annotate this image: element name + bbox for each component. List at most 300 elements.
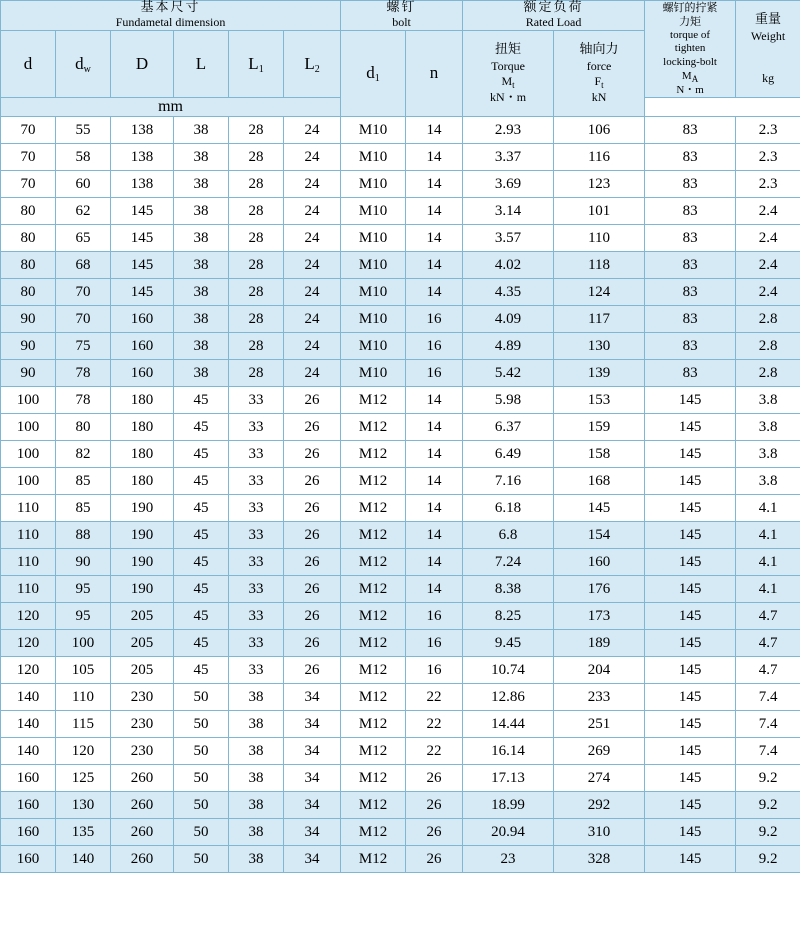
- cell-weight: 4.1: [736, 495, 800, 522]
- cell-L1: 33: [229, 414, 284, 441]
- cell-locking_torque: 145: [645, 819, 736, 846]
- cell-D: 205: [111, 603, 174, 630]
- cell-L: 45: [174, 549, 229, 576]
- cell-d: 80: [1, 225, 56, 252]
- table-row: [1, 441, 800, 468]
- cell-D: 160: [111, 306, 174, 333]
- cell-force: 118: [554, 252, 645, 279]
- cell-d1: M10: [341, 144, 406, 171]
- cell-L1: 38: [229, 711, 284, 738]
- cell-d1: M10: [341, 117, 406, 144]
- header-group-bolt-cn: 螺钉: [386, 0, 417, 15]
- cell-L1: 38: [229, 792, 284, 819]
- cell-locking_torque: 145: [645, 657, 736, 684]
- cell-n: 16: [406, 306, 463, 333]
- cell-n: 16: [406, 657, 463, 684]
- cell-d1: M12: [341, 549, 406, 576]
- table-row: [1, 603, 800, 630]
- cell-torque: 4.09: [463, 306, 554, 333]
- cell-locking_torque: 145: [645, 576, 736, 603]
- cell-torque: 5.98: [463, 387, 554, 414]
- table-row: [1, 792, 800, 819]
- cell-L1: 38: [229, 738, 284, 765]
- cell-L1: 38: [229, 846, 284, 873]
- cell-L2: 34: [284, 738, 341, 765]
- table-row: [1, 144, 800, 171]
- cell-torque: 4.89: [463, 333, 554, 360]
- cell-force: 176: [554, 576, 645, 603]
- cell-torque: 12.86: [463, 684, 554, 711]
- cell-D: 180: [111, 441, 174, 468]
- cell-force: 106: [554, 117, 645, 144]
- cell-torque: 9.45: [463, 630, 554, 657]
- cell-force: 328: [554, 846, 645, 873]
- cell-L: 38: [174, 279, 229, 306]
- cell-torque: 6.37: [463, 414, 554, 441]
- cell-n: 22: [406, 738, 463, 765]
- table-body: [1, 117, 800, 873]
- cell-force: 117: [554, 306, 645, 333]
- cell-dw: 70: [56, 279, 111, 306]
- table-row: [1, 117, 800, 144]
- table-row: [1, 495, 800, 522]
- cell-d1: M12: [341, 846, 406, 873]
- cell-d1: M10: [341, 198, 406, 225]
- cell-L: 45: [174, 468, 229, 495]
- cell-L: 45: [174, 630, 229, 657]
- cell-force: 101: [554, 198, 645, 225]
- cell-locking_torque: 145: [645, 522, 736, 549]
- cell-L1: 28: [229, 144, 284, 171]
- cell-force: 274: [554, 765, 645, 792]
- cell-d1: M10: [341, 333, 406, 360]
- cell-dw: 78: [56, 387, 111, 414]
- cell-locking_torque: 145: [645, 630, 736, 657]
- cell-dw: 58: [56, 144, 111, 171]
- cell-torque: 3.57: [463, 225, 554, 252]
- cell-L1: 33: [229, 441, 284, 468]
- cell-n: 16: [406, 333, 463, 360]
- cell-d: 100: [1, 441, 56, 468]
- cell-d: 120: [1, 657, 56, 684]
- cell-d: 120: [1, 630, 56, 657]
- cell-D: 230: [111, 684, 174, 711]
- header-locking-torque-en3: locking-bolt: [663, 56, 717, 68]
- cell-L: 38: [174, 360, 229, 387]
- cell-weight: 9.2: [736, 792, 800, 819]
- cell-d: 140: [1, 711, 56, 738]
- table-row: [1, 630, 800, 657]
- cell-force: 189: [554, 630, 645, 657]
- header-weight-unit: kg: [762, 70, 775, 85]
- cell-d: 100: [1, 468, 56, 495]
- cell-weight: 2.4: [736, 225, 800, 252]
- cell-locking_torque: 145: [645, 414, 736, 441]
- cell-D: 138: [111, 117, 174, 144]
- header-unit-mm: mm: [1, 98, 341, 117]
- cell-force: 310: [554, 819, 645, 846]
- cell-d: 160: [1, 765, 56, 792]
- table-row: [1, 549, 800, 576]
- table-row: [1, 198, 800, 225]
- cell-d: 70: [1, 117, 56, 144]
- cell-D: 190: [111, 549, 174, 576]
- cell-torque: 3.14: [463, 198, 554, 225]
- cell-L2: 34: [284, 711, 341, 738]
- table-row: [1, 360, 800, 387]
- cell-dw: 70: [56, 306, 111, 333]
- cell-torque: 4.35: [463, 279, 554, 306]
- cell-force: 110: [554, 225, 645, 252]
- cell-L: 50: [174, 684, 229, 711]
- cell-L: 45: [174, 657, 229, 684]
- cell-dw: 125: [56, 765, 111, 792]
- cell-weight: 7.4: [736, 684, 800, 711]
- table-row: [1, 819, 800, 846]
- cell-locking_torque: 145: [645, 549, 736, 576]
- cell-weight: 2.3: [736, 117, 800, 144]
- cell-torque: 8.38: [463, 576, 554, 603]
- cell-n: 22: [406, 684, 463, 711]
- cell-L2: 26: [284, 495, 341, 522]
- cell-L2: 34: [284, 819, 341, 846]
- cell-L1: 33: [229, 387, 284, 414]
- cell-locking_torque: 83: [645, 279, 736, 306]
- table-row: [1, 765, 800, 792]
- cell-dw: 80: [56, 414, 111, 441]
- cell-force: 204: [554, 657, 645, 684]
- cell-L: 38: [174, 171, 229, 198]
- cell-d1: M12: [341, 522, 406, 549]
- cell-d1: M12: [341, 657, 406, 684]
- cell-dw: 105: [56, 657, 111, 684]
- header-col-L2: $L_2$: [284, 30, 341, 98]
- cell-d1: M12: [341, 630, 406, 657]
- cell-d1: M12: [341, 765, 406, 792]
- cell-force: 233: [554, 684, 645, 711]
- cell-torque: 3.37: [463, 144, 554, 171]
- cell-n: 14: [406, 171, 463, 198]
- cell-D: 160: [111, 333, 174, 360]
- cell-torque: 6.18: [463, 495, 554, 522]
- cell-D: 138: [111, 144, 174, 171]
- header-col-force-cn: 轴向力: [579, 41, 619, 57]
- cell-L2: 24: [284, 117, 341, 144]
- cell-force: 154: [554, 522, 645, 549]
- cell-locking_torque: 145: [645, 441, 736, 468]
- cell-force: 145: [554, 495, 645, 522]
- header-col-force-unit: kN: [591, 89, 607, 104]
- cell-L2: 24: [284, 171, 341, 198]
- cell-locking_torque: 83: [645, 306, 736, 333]
- cell-dw: 135: [56, 819, 111, 846]
- cell-force: 153: [554, 387, 645, 414]
- cell-d: 110: [1, 576, 56, 603]
- cell-L1: 28: [229, 225, 284, 252]
- cell-n: 26: [406, 765, 463, 792]
- cell-n: 14: [406, 144, 463, 171]
- table-row: [1, 333, 800, 360]
- cell-force: 159: [554, 414, 645, 441]
- cell-L: 45: [174, 603, 229, 630]
- header-group-fundamental: [1, 1, 341, 31]
- cell-L2: 24: [284, 333, 341, 360]
- cell-torque: 7.24: [463, 549, 554, 576]
- cell-L1: 28: [229, 198, 284, 225]
- cell-dw: 90: [56, 549, 111, 576]
- cell-weight: 3.8: [736, 468, 800, 495]
- cell-weight: 4.7: [736, 603, 800, 630]
- cell-dw: 120: [56, 738, 111, 765]
- cell-L: 38: [174, 198, 229, 225]
- cell-d: 90: [1, 360, 56, 387]
- cell-weight: 9.2: [736, 819, 800, 846]
- header-col-d1: $d_1$: [341, 30, 406, 117]
- cell-L: 38: [174, 225, 229, 252]
- cell-n: 14: [406, 468, 463, 495]
- cell-torque: 16.14: [463, 738, 554, 765]
- cell-weight: 2.4: [736, 279, 800, 306]
- cell-L2: 24: [284, 198, 341, 225]
- cell-d1: M12: [341, 603, 406, 630]
- cell-locking_torque: 83: [645, 252, 736, 279]
- cell-dw: 130: [56, 792, 111, 819]
- cell-weight: 3.8: [736, 414, 800, 441]
- cell-D: 180: [111, 387, 174, 414]
- cell-D: 260: [111, 819, 174, 846]
- cell-L: 50: [174, 711, 229, 738]
- cell-n: 14: [406, 549, 463, 576]
- cell-L2: 26: [284, 576, 341, 603]
- cell-dw: 55: [56, 117, 111, 144]
- cell-n: 22: [406, 711, 463, 738]
- cell-locking_torque: 145: [645, 387, 736, 414]
- cell-dw: 140: [56, 846, 111, 873]
- cell-L1: 38: [229, 684, 284, 711]
- header-group-bolt: [341, 1, 463, 31]
- cell-D: 230: [111, 738, 174, 765]
- cell-n: 14: [406, 279, 463, 306]
- cell-d1: M10: [341, 279, 406, 306]
- cell-D: 190: [111, 576, 174, 603]
- cell-D: 145: [111, 225, 174, 252]
- cell-dw: 60: [56, 171, 111, 198]
- cell-weight: 2.3: [736, 171, 800, 198]
- cell-torque: 6.8: [463, 522, 554, 549]
- cell-weight: 2.4: [736, 252, 800, 279]
- cell-L: 38: [174, 117, 229, 144]
- header-col-L1: $L_1$: [229, 30, 284, 98]
- table-row: [1, 306, 800, 333]
- cell-weight: 9.2: [736, 846, 800, 873]
- cell-D: 138: [111, 171, 174, 198]
- table-row: [1, 225, 800, 252]
- cell-torque: 10.74: [463, 657, 554, 684]
- cell-d1: M12: [341, 738, 406, 765]
- cell-L: 50: [174, 819, 229, 846]
- table-row: [1, 468, 800, 495]
- cell-dw: 100: [56, 630, 111, 657]
- cell-d: 80: [1, 252, 56, 279]
- header-col-n: n: [406, 30, 463, 117]
- cell-L2: 24: [284, 144, 341, 171]
- header-col-force: [554, 30, 645, 117]
- header-col-torque-en: Torque: [491, 58, 525, 73]
- cell-weight: 3.8: [736, 387, 800, 414]
- cell-L1: 33: [229, 549, 284, 576]
- header-col-D: D: [111, 30, 174, 98]
- cell-d1: M12: [341, 441, 406, 468]
- cell-L: 38: [174, 144, 229, 171]
- table-header: [1, 1, 800, 117]
- cell-D: 145: [111, 279, 174, 306]
- table-row: [1, 387, 800, 414]
- header-group-fundamental-en: Fundametal dimension: [115, 14, 226, 29]
- cell-torque: 7.16: [463, 468, 554, 495]
- cell-L2: 26: [284, 387, 341, 414]
- table-row: [1, 684, 800, 711]
- cell-L1: 33: [229, 603, 284, 630]
- cell-dw: 85: [56, 468, 111, 495]
- cell-L1: 38: [229, 765, 284, 792]
- cell-force: 116: [554, 144, 645, 171]
- cell-torque: 5.42: [463, 360, 554, 387]
- cell-dw: 65: [56, 225, 111, 252]
- header-locking-torque-symbol: $M_A$: [681, 69, 699, 84]
- cell-L: 38: [174, 333, 229, 360]
- cell-locking_torque: 83: [645, 333, 736, 360]
- cell-d1: M12: [341, 792, 406, 819]
- cell-locking_torque: 145: [645, 495, 736, 522]
- cell-L2: 26: [284, 549, 341, 576]
- header-weight: [736, 1, 800, 98]
- header-weight-cn: 重量: [755, 12, 782, 28]
- header-col-torque-symbol: $M_t$: [501, 74, 515, 91]
- header-row-groups: [1, 1, 800, 31]
- cell-d: 110: [1, 549, 56, 576]
- cell-torque: 6.49: [463, 441, 554, 468]
- cell-d: 90: [1, 306, 56, 333]
- cell-torque: 23: [463, 846, 554, 873]
- cell-L2: 24: [284, 279, 341, 306]
- table-row: [1, 171, 800, 198]
- cell-weight: 4.1: [736, 549, 800, 576]
- cell-L: 45: [174, 576, 229, 603]
- cell-D: 145: [111, 198, 174, 225]
- cell-L2: 24: [284, 360, 341, 387]
- cell-d: 140: [1, 738, 56, 765]
- cell-dw: 62: [56, 198, 111, 225]
- cell-D: 180: [111, 414, 174, 441]
- cell-torque: 2.93: [463, 117, 554, 144]
- cell-force: 292: [554, 792, 645, 819]
- cell-L1: 33: [229, 468, 284, 495]
- cell-L1: 33: [229, 522, 284, 549]
- cell-weight: 7.4: [736, 711, 800, 738]
- cell-d: 80: [1, 198, 56, 225]
- cell-torque: 18.99: [463, 792, 554, 819]
- cell-locking_torque: 83: [645, 144, 736, 171]
- cell-L1: 33: [229, 657, 284, 684]
- cell-weight: 2.4: [736, 198, 800, 225]
- cell-L2: 26: [284, 441, 341, 468]
- cell-n: 16: [406, 603, 463, 630]
- cell-L2: 26: [284, 603, 341, 630]
- cell-d1: M12: [341, 495, 406, 522]
- cell-weight: 2.8: [736, 333, 800, 360]
- header-locking-torque-cn1: 螺钉的拧紧: [662, 1, 718, 14]
- cell-n: 16: [406, 360, 463, 387]
- cell-L: 45: [174, 495, 229, 522]
- cell-force: 168: [554, 468, 645, 495]
- cell-weight: 3.8: [736, 441, 800, 468]
- cell-L2: 34: [284, 765, 341, 792]
- cell-L1: 38: [229, 819, 284, 846]
- cell-dw: 115: [56, 711, 111, 738]
- cell-L2: 24: [284, 252, 341, 279]
- cell-locking_torque: 145: [645, 738, 736, 765]
- header-col-torque: [463, 30, 554, 117]
- cell-L1: 28: [229, 117, 284, 144]
- cell-d: 110: [1, 522, 56, 549]
- cell-L1: 28: [229, 333, 284, 360]
- header-col-L: L: [174, 30, 229, 98]
- cell-d1: M12: [341, 414, 406, 441]
- header-col-torque-unit: kN・m: [490, 89, 527, 104]
- cell-d: 160: [1, 846, 56, 873]
- cell-locking_torque: 83: [645, 198, 736, 225]
- header-col-dw: $d_w$: [56, 30, 111, 98]
- cell-L: 45: [174, 414, 229, 441]
- cell-dw: 78: [56, 360, 111, 387]
- cell-D: 180: [111, 468, 174, 495]
- cell-n: 14: [406, 387, 463, 414]
- cell-weight: 2.8: [736, 360, 800, 387]
- cell-L: 50: [174, 765, 229, 792]
- cell-weight: 4.7: [736, 630, 800, 657]
- cell-n: 14: [406, 117, 463, 144]
- cell-force: 251: [554, 711, 645, 738]
- cell-d: 100: [1, 387, 56, 414]
- cell-torque: 14.44: [463, 711, 554, 738]
- cell-d: 70: [1, 171, 56, 198]
- cell-force: 139: [554, 360, 645, 387]
- header-group-bolt-en: bolt: [392, 14, 411, 29]
- cell-D: 205: [111, 657, 174, 684]
- cell-weight: 2.8: [736, 306, 800, 333]
- cell-D: 230: [111, 711, 174, 738]
- cell-force: 123: [554, 171, 645, 198]
- cell-n: 14: [406, 252, 463, 279]
- cell-L2: 26: [284, 657, 341, 684]
- cell-d: 90: [1, 333, 56, 360]
- cell-n: 14: [406, 576, 463, 603]
- cell-L2: 34: [284, 684, 341, 711]
- cell-D: 260: [111, 792, 174, 819]
- header-col-force-symbol: $F_t$: [594, 74, 604, 91]
- cell-weight: 4.1: [736, 522, 800, 549]
- cell-d: 100: [1, 414, 56, 441]
- table-row: [1, 252, 800, 279]
- table-row: [1, 279, 800, 306]
- cell-L1: 28: [229, 306, 284, 333]
- cell-D: 145: [111, 252, 174, 279]
- cell-locking_torque: 145: [645, 684, 736, 711]
- header-locking-torque: [645, 1, 736, 98]
- cell-force: 160: [554, 549, 645, 576]
- cell-force: 269: [554, 738, 645, 765]
- cell-d1: M12: [341, 576, 406, 603]
